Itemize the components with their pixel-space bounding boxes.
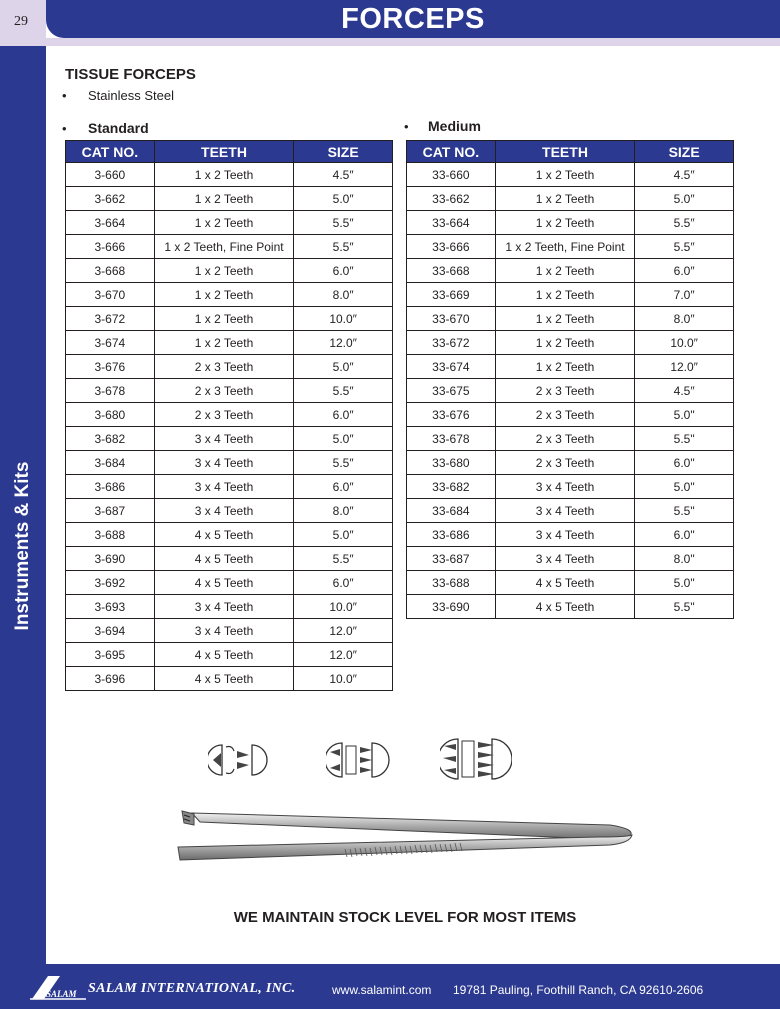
teeth-cell: 3 x 4 Teeth (154, 451, 294, 475)
teeth-cell: 1 x 2 Teeth (154, 259, 294, 283)
table-row (66, 283, 393, 307)
cat-no-cell: 33-675 (407, 379, 496, 403)
medium-bullet (404, 118, 481, 134)
table-row (66, 331, 393, 355)
cat-no-cell: 33-684 (407, 499, 496, 523)
cat-no-cell: 3-690 (66, 547, 155, 571)
cat-no-cell: 3-676 (66, 355, 155, 379)
table-row (407, 283, 734, 307)
table-row (66, 547, 393, 571)
size-cell: 6.0" (635, 523, 734, 547)
size-cell: 6.0″ (294, 259, 393, 283)
cat-no-cell: 3-693 (66, 595, 155, 619)
cat-no-cell: 3-694 (66, 619, 155, 643)
size-cell: 10.0″ (294, 307, 393, 331)
cat-no-cell: 3-668 (66, 259, 155, 283)
teeth-cell: 1 x 2 Teeth (154, 283, 294, 307)
salam-logo-icon (30, 974, 88, 1000)
teeth-cell: 4 x 5 Teeth (154, 547, 294, 571)
cat-no-cell: 33-670 (407, 307, 496, 331)
table-row (407, 427, 734, 451)
teeth-cell: 1 x 2 Teeth (154, 331, 294, 355)
size-cell: 8.0" (635, 547, 734, 571)
logo-wordmark: SALAM (46, 989, 77, 999)
table-row (407, 547, 734, 571)
teeth-cell: 1 x 2 Teeth (154, 211, 294, 235)
teeth-cell: 4 x 5 Teeth (495, 571, 635, 595)
bullet-dot: • (62, 121, 67, 136)
cat-no-cell: 33-678 (407, 427, 496, 451)
cat-no-cell: 33-669 (407, 283, 496, 307)
teeth-cell: 2 x 3 Teeth (495, 403, 635, 427)
table-row (66, 499, 393, 523)
footer (0, 964, 780, 1009)
table-row (66, 379, 393, 403)
header-teeth: TEETH (154, 141, 294, 163)
cat-no-cell: 33-660 (407, 163, 496, 187)
teeth-cell: 4 x 5 Teeth (495, 595, 635, 619)
size-cell: 6.0″ (294, 403, 393, 427)
size-cell: 4.5″ (294, 163, 393, 187)
table-row (66, 403, 393, 427)
material-bullet (62, 88, 174, 103)
standard-table-body (66, 163, 393, 691)
cat-no-cell: 3-662 (66, 187, 155, 211)
teeth-cell: 2 x 3 Teeth (495, 379, 635, 403)
company-address: 19781 Pauling, Foothill Ranch, CA 92610-2606 (453, 983, 704, 997)
table-row (407, 331, 734, 355)
size-cell: 5.5″ (294, 379, 393, 403)
cat-no-cell: 3-695 (66, 643, 155, 667)
size-cell: 10.0″ (294, 595, 393, 619)
cat-no-cell: 3-666 (66, 235, 155, 259)
medium-forceps-table (406, 140, 734, 619)
cat-no-cell: 33-668 (407, 259, 496, 283)
teeth-3x4-illustration (440, 736, 512, 782)
table-row (407, 499, 734, 523)
table-row (407, 475, 734, 499)
table-row (66, 307, 393, 331)
header-cat-no: CAT NO. (66, 141, 155, 163)
material-label: Stainless Steel (88, 88, 174, 103)
page-title: FORCEPS (341, 3, 485, 35)
teeth-cell: 3 x 4 Teeth (495, 523, 635, 547)
size-cell: 5.0″ (294, 187, 393, 211)
cat-no-cell: 33-666 (407, 235, 496, 259)
size-cell: 12.0″ (294, 643, 393, 667)
size-cell: 4.5″ (635, 379, 734, 403)
sidebar-category-label: Instruments & Kits (12, 461, 33, 631)
teeth-cell: 1 x 2 Teeth, Fine Point (495, 235, 635, 259)
table-row (66, 475, 393, 499)
cat-no-cell: 33-664 (407, 211, 496, 235)
cat-no-cell: 3-674 (66, 331, 155, 355)
size-cell: 5.0" (635, 571, 734, 595)
teeth-2x3-illustration (326, 740, 390, 780)
cat-no-cell: 3-687 (66, 499, 155, 523)
size-cell: 8.0″ (635, 307, 734, 331)
table-row (407, 235, 734, 259)
table-row (407, 451, 734, 475)
table-header-row (66, 141, 393, 163)
sidebar (0, 46, 46, 964)
teeth-cell: 2 x 3 Teeth (154, 403, 294, 427)
cat-no-cell: 3-660 (66, 163, 155, 187)
size-cell: 8.0″ (294, 283, 393, 307)
header-cat-no: CAT NO. (407, 141, 496, 163)
teeth-cell: 4 x 5 Teeth (154, 571, 294, 595)
cat-no-cell: 33-690 (407, 595, 496, 619)
teeth-cell: 3 x 4 Teeth (495, 499, 635, 523)
size-cell: 10.0″ (635, 331, 734, 355)
cat-no-cell: 3-682 (66, 427, 155, 451)
cat-no-cell: 3-672 (66, 307, 155, 331)
size-cell: 5.5" (635, 499, 734, 523)
cat-no-cell: 3-670 (66, 283, 155, 307)
cat-no-cell: 3-688 (66, 523, 155, 547)
teeth-cell: 1 x 2 Teeth (495, 355, 635, 379)
cat-no-cell: 33-676 (407, 403, 496, 427)
teeth-cell: 1 x 2 Teeth, Fine Point (154, 235, 294, 259)
teeth-cell: 1 x 2 Teeth (495, 211, 635, 235)
teeth-cell: 1 x 2 Teeth (495, 331, 635, 355)
cat-no-cell: 3-678 (66, 379, 155, 403)
teeth-cell: 1 x 2 Teeth (154, 163, 294, 187)
bullet-dot: • (404, 119, 409, 134)
table-row (407, 187, 734, 211)
table-row (66, 667, 393, 691)
teeth-cell: 3 x 4 Teeth (154, 619, 294, 643)
medium-table-body (407, 163, 734, 619)
table-row (66, 451, 393, 475)
size-cell: 5.0″ (294, 355, 393, 379)
table-row (66, 211, 393, 235)
size-cell: 5.5″ (294, 235, 393, 259)
teeth-cell: 3 x 4 Teeth (154, 595, 294, 619)
table-row (407, 403, 734, 427)
cat-no-cell: 3-680 (66, 403, 155, 427)
table-row (407, 379, 734, 403)
cat-no-cell: 33-688 (407, 571, 496, 595)
size-cell: 5.5″ (294, 547, 393, 571)
table-row (66, 355, 393, 379)
table-row (407, 163, 734, 187)
size-cell: 6.0" (635, 451, 734, 475)
tissue-forceps-illustration (170, 805, 645, 867)
page-number: 29 (14, 14, 28, 29)
teeth-cell: 1 x 2 Teeth (495, 307, 635, 331)
bullet-dot: • (62, 88, 67, 103)
teeth-cell: 2 x 3 Teeth (495, 427, 635, 451)
table-row (407, 571, 734, 595)
teeth-cell: 3 x 4 Teeth (154, 427, 294, 451)
size-cell: 5.0″ (635, 187, 734, 211)
cat-no-cell: 33-686 (407, 523, 496, 547)
standard-bullet (62, 120, 149, 136)
cat-no-cell: 33-687 (407, 547, 496, 571)
cat-no-cell: 33-680 (407, 451, 496, 475)
cat-no-cell: 33-672 (407, 331, 496, 355)
table-row (66, 187, 393, 211)
teeth-cell: 2 x 3 Teeth (154, 379, 294, 403)
size-cell: 5.5″ (635, 211, 734, 235)
teeth-cell: 3 x 4 Teeth (154, 499, 294, 523)
teeth-cell: 3 x 4 Teeth (495, 475, 635, 499)
cat-no-cell: 3-696 (66, 667, 155, 691)
standard-heading: Standard (88, 120, 149, 136)
stock-notice (0, 909, 780, 926)
size-cell: 5.0″ (294, 427, 393, 451)
table-row (66, 619, 393, 643)
cat-no-cell: 3-684 (66, 451, 155, 475)
page-number-box (0, 0, 46, 46)
teeth-cell: 1 x 2 Teeth (495, 163, 635, 187)
teeth-cell: 1 x 2 Teeth (495, 283, 635, 307)
size-cell: 5.5" (635, 427, 734, 451)
teeth-1x2-illustration (208, 742, 268, 778)
table-row (407, 211, 734, 235)
teeth-cell: 3 x 4 Teeth (154, 475, 294, 499)
size-cell: 5.5″ (294, 451, 393, 475)
standard-forceps-table (65, 140, 393, 691)
size-cell: 7.0″ (635, 283, 734, 307)
stock-notice-text: WE MAINTAIN STOCK LEVEL FOR MOST ITEMS (233, 909, 577, 926)
size-cell: 5.0″ (294, 523, 393, 547)
cat-no-cell: 3-686 (66, 475, 155, 499)
table-row (66, 235, 393, 259)
company-name: SALAM INTERNATIONAL, INC. (88, 981, 296, 996)
teeth-cell: 2 x 3 Teeth (154, 355, 294, 379)
size-cell: 12.0″ (635, 355, 734, 379)
teeth-cell: 1 x 2 Teeth (495, 259, 635, 283)
cat-no-cell: 3-664 (66, 211, 155, 235)
size-cell: 5.0" (635, 475, 734, 499)
cat-no-cell: 33-674 (407, 355, 496, 379)
size-cell: 10.0″ (294, 667, 393, 691)
header-teeth: TEETH (495, 141, 635, 163)
table-row (66, 427, 393, 451)
teeth-cell: 1 x 2 Teeth (154, 307, 294, 331)
table-row (66, 259, 393, 283)
teeth-cell: 2 x 3 Teeth (495, 451, 635, 475)
table-row (407, 523, 734, 547)
table-row (407, 259, 734, 283)
teeth-cell: 4 x 5 Teeth (154, 643, 294, 667)
header-size: SIZE (635, 141, 734, 163)
table-row (407, 307, 734, 331)
cat-no-cell: 3-692 (66, 571, 155, 595)
size-cell: 4.5″ (635, 163, 734, 187)
header-size: SIZE (294, 141, 393, 163)
table-row (66, 523, 393, 547)
table-header-row (407, 141, 734, 163)
cat-no-cell: 33-682 (407, 475, 496, 499)
table-row (407, 355, 734, 379)
website-link[interactable]: www.salamint.com (332, 983, 432, 997)
teeth-cell: 3 x 4 Teeth (495, 547, 635, 571)
header-stripe (46, 38, 780, 46)
teeth-cell: 4 x 5 Teeth (154, 523, 294, 547)
teeth-cell: 1 x 2 Teeth (495, 187, 635, 211)
size-cell: 5.5″ (294, 211, 393, 235)
table-row (66, 163, 393, 187)
teeth-cell: 1 x 2 Teeth (154, 187, 294, 211)
teeth-cell: 4 x 5 Teeth (154, 667, 294, 691)
header-bar (46, 0, 780, 38)
size-cell: 5.5″ (635, 235, 734, 259)
cat-no-cell: 33-662 (407, 187, 496, 211)
section-title: TISSUE FORCEPS (65, 66, 196, 83)
size-cell: 8.0″ (294, 499, 393, 523)
size-cell: 12.0″ (294, 331, 393, 355)
size-cell: 6.0″ (294, 571, 393, 595)
table-row (66, 595, 393, 619)
table-row (407, 595, 734, 619)
medium-heading: Medium (428, 118, 481, 134)
table-row (66, 571, 393, 595)
size-cell: 12.0″ (294, 619, 393, 643)
table-row (66, 643, 393, 667)
size-cell: 6.0″ (635, 259, 734, 283)
size-cell: 6.0″ (294, 475, 393, 499)
size-cell: 5.0" (635, 403, 734, 427)
size-cell: 5.5" (635, 595, 734, 619)
